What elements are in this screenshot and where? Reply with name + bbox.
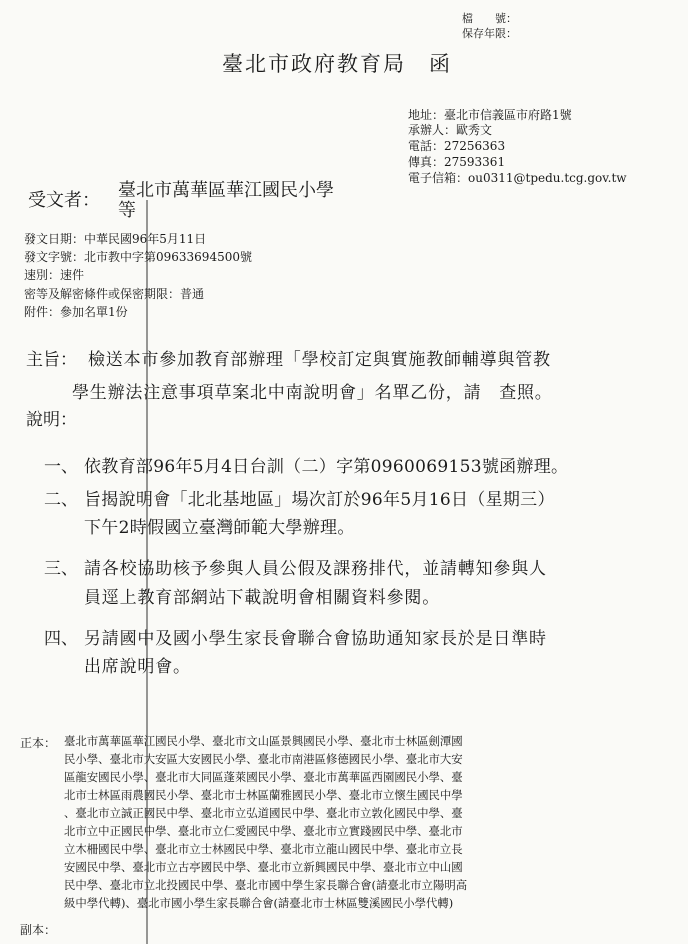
confidentiality: 密等及解密條件或保密期限：普通 — [24, 287, 205, 301]
item-2-text-2: 下午2時假國立臺灣師範大學辦理。 — [84, 518, 355, 538]
item-3-number: 三、 — [44, 559, 78, 579]
issue-date: 發文日期：中華民國96年5月11日 — [24, 232, 207, 246]
distribution-line: 、臺北市立誠正國民中學、臺北市立弘道國民中學、臺北市立敦化國民中學、臺 — [64, 806, 463, 820]
file-number-label: 檔 號： — [462, 12, 517, 25]
contact-fax: 傳真：27593361 — [408, 155, 506, 169]
distribution-line: 安國民中學、臺北市立古亭國民中學、臺北市立新興國民中學、臺北市立中山國 — [64, 860, 463, 874]
item-4-text-2: 出席說明會。 — [84, 657, 191, 677]
distribution-line: 區龍安國民小學、臺北市大同區蓬萊國民小學、臺北市萬華區西園國民小學、臺 — [64, 770, 463, 784]
document-title: 臺北市政府教育局 函 — [222, 52, 452, 76]
distribution-line: 級中學代轉)、臺北市國小學生家長聯合會(請臺北市士林區雙溪國民小學代轉) — [64, 896, 454, 910]
copy-label: 副本： — [20, 923, 57, 937]
item-3-text-1: 請各校協助核予參與人員公假及課務排代，並請轉知參與人 — [84, 559, 547, 579]
retention-period-label: 保存年限： — [462, 27, 517, 40]
subject-line-2: 學生辦法注意事項草案北中南說明會」名單乙份，請 查照。 — [72, 383, 553, 403]
subject-line-1: 檢送本市參加教育部辦理「學校訂定與實施教師輔導與管教 — [88, 350, 551, 370]
issue-number: 發文字號：北市教中字第09633694500號 — [24, 250, 252, 264]
recipient-label: 受文者： — [28, 190, 100, 211]
item-1-text: 依教育部96年5月4日台訓（二）字第0960069153號函辦理。 — [84, 457, 569, 477]
contact-phone: 電話：27256363 — [408, 139, 506, 153]
item-4-number: 四、 — [44, 629, 78, 649]
recipient-etc: 等 — [118, 200, 136, 221]
distribution-line: 北市士林區雨農國民小學、臺北市士林區蘭雅國民小學、臺北市立懷生國民中學 — [64, 788, 463, 802]
attachment: 附件：參加名單1份 — [24, 305, 128, 319]
distribution-label: 正本： — [20, 736, 57, 750]
explanation-label: 說明： — [26, 410, 77, 430]
item-4-text-1: 另請國中及國小學生家長會聯合會協助通知家長於是日準時 — [84, 629, 547, 649]
distribution-line: 北市立中正國民中學、臺北市立仁愛國民中學、臺北市立實踐國民中學、臺北市 — [64, 824, 463, 838]
urgency: 速別：速件 — [24, 268, 85, 282]
contact-handler: 承辦人：歐秀文 — [408, 123, 493, 137]
item-3-text-2: 員逕上教育部網站下載說明會相關資料參閱。 — [84, 588, 440, 608]
item-2-number: 二、 — [44, 490, 78, 510]
recipient-name: 臺北市萬華區華江國民小學 — [118, 180, 334, 201]
distribution-line: 臺北市萬華區華江國民小學、臺北市文山區景興國民小學、臺北市士林區劍潭國 — [64, 734, 463, 748]
item-2-text-1: 旨揭說明會「北北基地區」場次訂於96年5月16日（星期三） — [84, 490, 555, 510]
contact-address: 地址：臺北市信義區市府路1號 — [408, 108, 572, 122]
item-1-number: 一、 — [44, 457, 78, 477]
subject-label: 主旨： — [26, 350, 77, 370]
contact-email: 電子信箱：ou0311@tpedu.tcg.gov.tw — [408, 171, 627, 185]
distribution-line: 民中學、臺北市立北投國民中學、臺北市國中學生家長聯合會(請臺北市立陽明高 — [64, 878, 468, 892]
distribution-line: 民小學、臺北市大安區大安國民小學、臺北市南港區修德國民小學、臺北市大安 — [64, 752, 463, 766]
distribution-line: 立木柵國民中學、臺北市立士林國民中學、臺北市立龍山國民中學、臺北市立長 — [64, 842, 463, 856]
